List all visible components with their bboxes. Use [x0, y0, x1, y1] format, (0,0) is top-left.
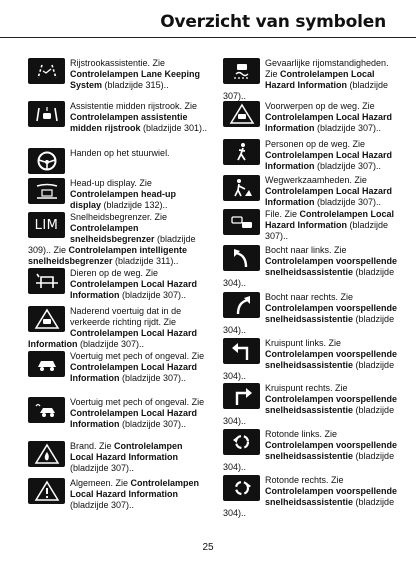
entry-page-ref: (bladzijde 132).. — [101, 200, 168, 210]
entry-page-ref: (bladzijde 307).. — [314, 161, 382, 171]
entry-reference-title: Controlelampen assistentie midden rijstrook — [70, 112, 188, 133]
entry-page-ref: (bladzijde 301).. — [140, 123, 208, 133]
entry-page-ref: (bladzijde 315).. — [102, 80, 169, 90]
entry-reference-title: Controlelampen Local Hazard Information — [265, 209, 395, 230]
symbol-entry — [28, 101, 208, 134]
symbol-entry — [223, 383, 403, 427]
symbol-entry — [223, 429, 403, 473]
lane-assist-mid-lane-icon — [28, 101, 65, 127]
entry-description: Kruispunt links. Zie — [265, 338, 342, 348]
symbol-entry — [28, 58, 208, 91]
symbol-entry — [28, 397, 208, 430]
entry-reference-title-2: Controlelampen intelligente snelheidsbegrenzer — [28, 245, 188, 266]
entry-page-ref: (bladzijde 307).. — [70, 463, 135, 473]
symbol-entry — [223, 139, 403, 172]
road-works-icon — [223, 175, 260, 201]
wrong-way-vehicle-icon — [28, 306, 65, 332]
entry-description: Rijstrookassistentie. Zie — [70, 58, 166, 68]
entry-page-ref: (bladzijde 307).. — [119, 290, 187, 300]
entry-description: Head-up display. Zie — [70, 178, 152, 188]
entry-reference-title: Controlelampen Lane Keeping System — [70, 69, 201, 90]
entry-page-ref: (bladzijde 304).. — [223, 314, 395, 335]
entry-description: Handen op het stuurwiel. — [70, 148, 170, 158]
symbol-entry — [223, 209, 403, 242]
symbol-entry — [223, 292, 403, 336]
pedestrian-icon — [223, 139, 260, 165]
entry-page-ref: (bladzijde 307).. — [77, 339, 145, 349]
entry-page-ref: (bladzijde 304).. — [223, 451, 395, 472]
page-number: 25 — [202, 542, 214, 553]
entry-page-ref: (bladzijde 307).. — [70, 500, 135, 510]
entry-reference-title: Controlelampen Local Hazard Information — [265, 112, 393, 133]
entry-description: Bocht naar rechts. Zie — [265, 292, 354, 302]
symbol-entry — [223, 338, 403, 382]
entry-page-ref: (bladzijde 307).. — [265, 220, 389, 241]
entry-description: Snelheidsbegrenzer. Zie — [70, 212, 168, 222]
entry-reference-title: Controlelampen voorspellende snelheidsassistentie — [265, 256, 398, 277]
entry-reference-title: Controlelampen voorspellende snelheidsassistentie — [265, 394, 398, 415]
entry-page-ref: (bladzijde 309).. Zie — [28, 234, 196, 255]
turn-left-icon — [223, 338, 260, 364]
entry-page-ref: (bladzijde 307).. — [119, 373, 187, 383]
entry-reference-title: Controlelampen voorspellende snelheidsassistentie — [265, 440, 398, 461]
speed-limiter-lim-icon — [28, 212, 65, 238]
entry-page-ref: (bladzijde 304).. — [223, 497, 395, 518]
entry-description: Gevaarlijke rijomstandigheden. Zie — [265, 58, 389, 79]
entry-description: Rotonde links. Zie — [265, 429, 338, 439]
entry-page-ref: (bladzijde 304).. — [223, 267, 395, 288]
head-up-display-icon — [28, 178, 65, 204]
entry-reference-title: Controlelampen voorspellende snelheidsassistentie — [265, 486, 398, 507]
entry-page-ref: (bladzijde 304).. — [223, 360, 395, 381]
entry-reference-title: Controlelampen Local Hazard Information — [70, 478, 200, 499]
traffic-jam-icon — [223, 209, 260, 235]
roundabout-left-icon — [223, 429, 260, 455]
entry-description: Algemeen. Zie — [70, 478, 131, 488]
entry-reference-title: Controlelampen Local Hazard Information — [265, 186, 393, 207]
page-header — [0, 0, 416, 38]
symbol-entry — [28, 306, 208, 350]
symbol-entry — [28, 441, 208, 474]
entry-description: Voertuig met pech of ongeval. Zie — [70, 351, 205, 361]
entry-description: Naderend voertuig dat in de verkeerde richting rijdt. Zie — [70, 306, 182, 327]
entry-reference-title: Controlelampen Local Hazard Information — [265, 150, 393, 171]
turn-right-icon — [223, 383, 260, 409]
hands-on-wheel-icon — [28, 148, 65, 174]
entry-reference-title: Controlelampen voorspellende snelheidsassistentie — [265, 303, 398, 324]
entry-page-ref: (bladzijde 307).. — [223, 80, 389, 101]
entry-description: Dieren op de weg. Zie — [70, 268, 159, 278]
symbol-entry — [28, 478, 208, 511]
entry-reference-title: Controlelampen snelheidsbegrenzer — [70, 223, 155, 244]
curve-right-icon — [223, 292, 260, 318]
entry-description: Kruispunt rechts. Zie — [265, 383, 348, 393]
symbol-entry — [223, 245, 403, 289]
symbol-entry — [28, 268, 208, 301]
entry-page-ref: (bladzijde 307).. — [314, 123, 382, 133]
general-hazard-icon — [28, 478, 65, 504]
curve-left-icon — [223, 245, 260, 271]
slippery-road-icon — [223, 58, 260, 84]
animal-on-road-icon — [28, 268, 65, 294]
entry-reference-title: Controlelampen voorspellende snelheidsassistentie — [265, 349, 398, 370]
entry-page-ref: (bladzijde 307).. — [119, 419, 187, 429]
entry-description: Assistentie midden rijstrook. Zie — [70, 101, 198, 111]
entry-reference-title: Controlelampen Local Hazard Information — [28, 328, 198, 349]
symbol-entry — [28, 148, 208, 175]
entry-reference-title: Controlelampen Local Hazard Information — [70, 408, 198, 429]
entry-description: Personen op de weg. Zie — [265, 139, 366, 149]
entry-description: Rotonde rechts. Zie — [265, 475, 344, 485]
symbol-entry — [223, 475, 403, 519]
entry-description: Bocht naar links. Zie — [265, 245, 347, 255]
symbol-entry — [28, 178, 208, 211]
entry-reference-title: Controlelampen head-up display — [70, 189, 177, 210]
fire-icon — [28, 441, 65, 467]
entry-reference-title: Controlelampen Local Hazard Information — [70, 279, 198, 300]
entry-page-ref: (bladzijde 307).. — [314, 197, 382, 207]
entry-description: Wegwerkzaamheden. Zie — [265, 175, 367, 185]
lane-keeping-icon — [28, 58, 65, 84]
page-title: Overzicht van symbolen — [160, 12, 386, 32]
roundabout-right-icon — [223, 475, 260, 501]
symbol-entry — [223, 175, 403, 208]
lim-label: LIM — [34, 217, 59, 233]
symbol-entry — [223, 101, 403, 134]
entry-reference-title: Controlelampen Local Hazard Information — [265, 69, 375, 90]
symbol-entry — [28, 212, 208, 267]
broken-down-vehicle-icon — [28, 351, 65, 377]
entry-description: Voertuig met pech of ongeval. Zie — [70, 397, 205, 407]
entry-description: Brand. Zie — [70, 441, 115, 451]
broken-down-vehicle-2-icon — [28, 397, 65, 423]
entry-reference-title: Controlelampen Local Hazard Information — [70, 441, 183, 462]
vehicle-ahead-icon — [223, 101, 260, 127]
entry-reference-title: Controlelampen Local Hazard Information — [70, 362, 198, 383]
symbol-entry — [223, 58, 403, 102]
entry-page-ref-2: (bladzijde 311).. — [112, 256, 179, 266]
entry-description: File. Zie — [265, 209, 300, 219]
entry-description: Voorwerpen op de weg. Zie — [265, 101, 375, 111]
entry-page-ref: (bladzijde 304).. — [223, 405, 395, 426]
symbol-entry — [28, 351, 208, 384]
